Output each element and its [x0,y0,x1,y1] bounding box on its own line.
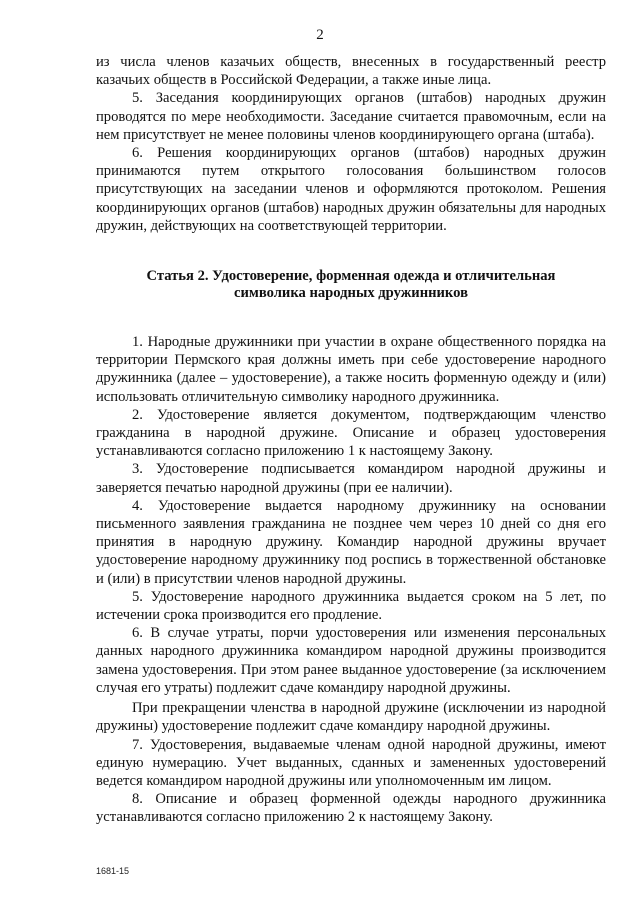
article-paragraph-6-continued: При прекращении членства в народной дружине (исключении из народной дружины) удостоверение подлежит сдаче командиру народной дружины. [96,700,606,735]
article-paragraph-4: 4. Удостоверение выдается народному дружиннику на основании письменного заявления гражданина не позднее чем через 10 дней со дня его принятия в народную дружину. Командир народной дружины вручает удостоверение народному дружиннику под роспись в торжественной обстановке и (или) в присутствии членов народной дружины. [96,497,606,587]
article-paragraph-8: 8. Описание и образец форменной одежды народного дружинника устанавливаются согласно приложению 2 к настоящему Закону. [96,791,606,826]
article-heading-line-1: Статья 2. Удостоверение, форменная одежда и отличительная [146,268,556,285]
article-paragraph-3: 3. Удостоверение подписывается командиром народной дружины и заверяется печатью народной дружины (при ее наличии). [96,461,606,496]
paragraph-continuation: из числа членов казачьих обществ, внесенных в государственный реестр казачьих обществ в Российской Федерации, а также иные лица. [96,54,606,89]
page-number: 2 [316,27,324,43]
paragraph-clause-6: 6. Решения координирующих органов (штабов) народных дружин принимаются путем открытого голосования большинством голосов присутствующих на заседании членов и оформляются протоколом. Решения координирующих органов (штабов) народных дружин обязательны для народных дружин, действующих на соответствующей территории. [96,145,606,234]
article-paragraph-7: 7. Удостоверения, выдаваемые членам одной народной дружины, имеют единую нумерацию. Учет выданных, сданных и замененных удостоверений ведется командиром народной дружины или уполномоченным им лицом. [96,736,606,789]
document-code: 1681-15 [96,866,130,876]
article-paragraph-1: 1. Народные дружинники при участии в охране общественного порядка на территории Пермского края должны иметь при себе удостоверение народного дружинника (далее – удостоверение), а также носить форменную одежду и (или) использовать отличительную символику народного дружинника. [96,334,606,405]
paragraph-clause-5: 5. Заседания координирующих органов (штабов) народных дружин проводятся по мере необходимости. Заседание считается правомочным, если на нем присутствует не менее половины членов координирующего органа (штаба). [96,90,606,143]
article-paragraph-2: 2. Удостоверение является документом, подтверждающим членство гражданина в народной дружине. Описание и образец удостоверения устанавливаются согласно приложению 1 к настоящему Закону. [96,406,606,460]
document-body [96,53,606,827]
article-heading [96,268,606,302]
article-paragraph-6: 6. В случае утраты, порчи удостоверения или изменения персональных данных народного дружинника командиром народной дружины производится замена удостоверения. При этом ранее выданное удостоверение (за исключением случая его утраты) подлежит сдаче командиру народной дружины. [96,625,606,696]
article-paragraph-5: 5. Удостоверение народного дружинника выдается сроком на 5 лет, по истечении срока производится его продление. [96,588,606,624]
article-heading-line-2: символика народных дружинников [234,285,468,302]
